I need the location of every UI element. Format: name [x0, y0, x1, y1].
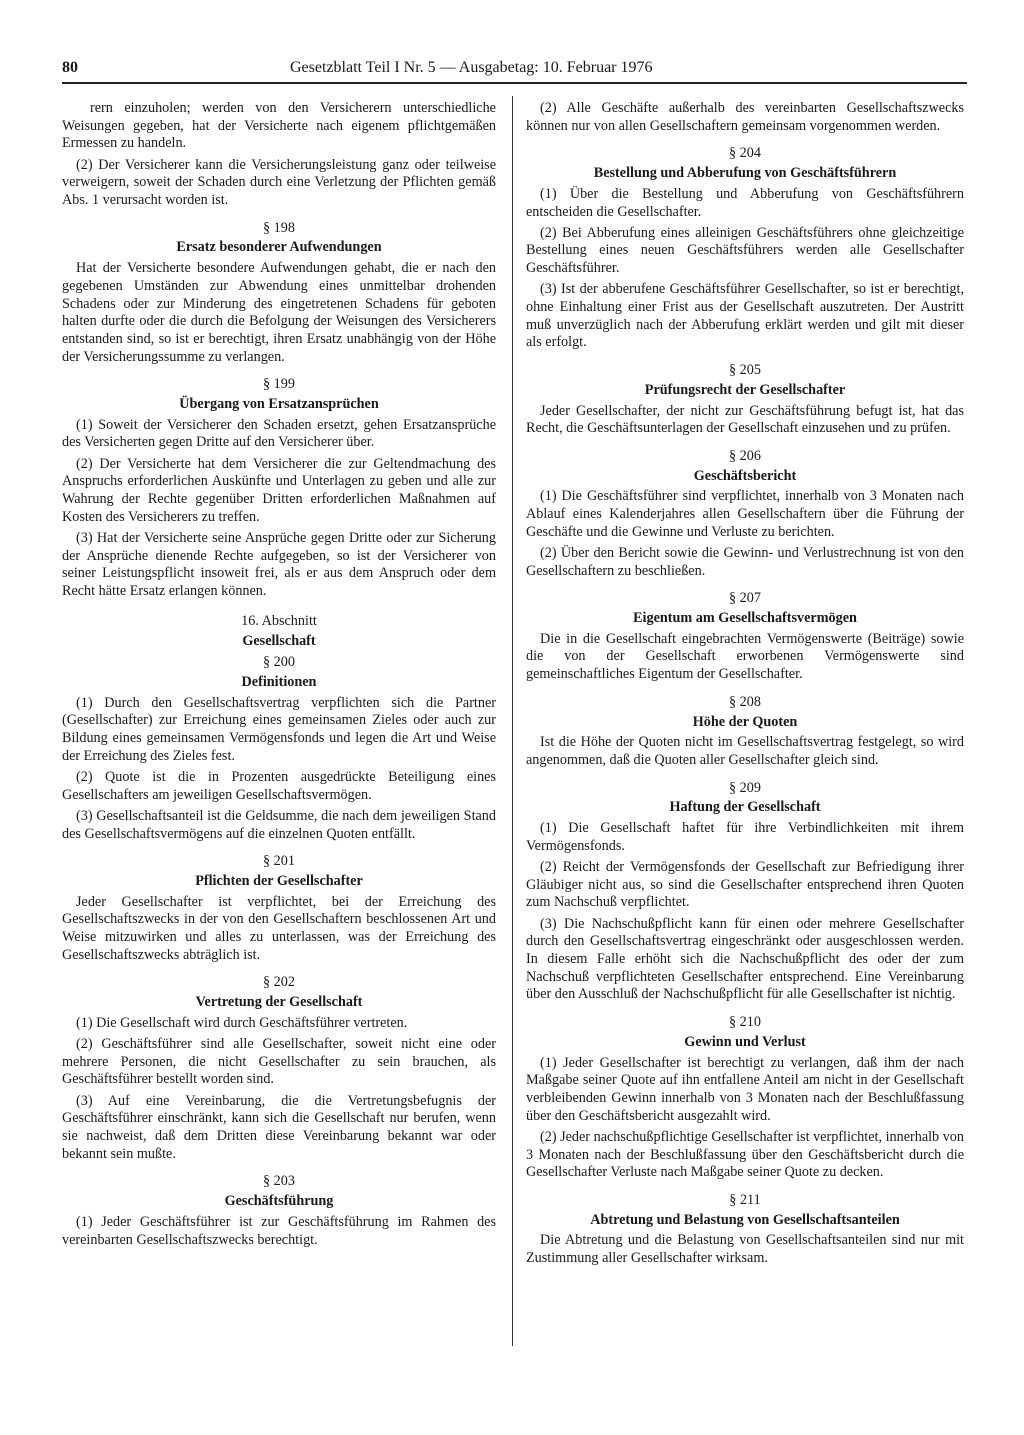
left-column	[62, 100, 496, 1253]
paragraph: (3) Ist der abberufene Geschäftsführer Gesellschafter, so ist er berechtigt, ohne Einhaltung einer Frist aus der Gesellschaft auszutreten. Der Austritt muß unverzüglich nach der Abberufung erklärt werden und gilt mit dieser als erfolgt.	[526, 281, 964, 351]
paragraph: Jeder Gesellschafter, der nicht zur Geschäftsführung befugt ist, hat das Recht, die Geschäftsunterlagen der Gesellschaft einzusehen und zu prüfen.	[526, 402, 964, 437]
section-number: § 210	[729, 1014, 761, 1031]
section-title: Abtretung und Belastung von Gesellschaftsanteilen	[590, 1211, 900, 1228]
paragraph: Die Abtretung und die Belastung von Gesellschaftsanteilen sind nur mit Zustimmung aller Gesellschafter wirksam.	[526, 1232, 964, 1267]
chapter-label: 16. Abschnitt	[241, 612, 317, 629]
section-number: § 203	[263, 1173, 295, 1190]
section-title: Vertretung der Gesellschaft	[195, 994, 363, 1011]
section-title: Prüfungsrecht der Gesellschafter	[644, 381, 846, 398]
paragraph: (2) Quote ist die in Prozenten ausgedrückte Beteiligung eines Gesellschafters am jeweiligen Gesellschaftsvermögen.	[62, 768, 496, 803]
section-number: § 204	[729, 145, 761, 162]
paragraph: (1) Die Gesellschaft wird durch Geschäftsführer vertreten.	[76, 1014, 408, 1031]
column-divider	[512, 96, 513, 1346]
paragraph: (2) Der Versicherer kann die Versicherungsleistung ganz oder teilweise verweigern, soweit der Schaden durch eine Verletzung der Pflichten gemäß Abs. 1 verursacht worden ist.	[62, 156, 496, 209]
section-number: § 205	[729, 362, 761, 379]
section-title: Gewinn und Verlust	[684, 1033, 806, 1050]
paragraph: Jeder Gesellschafter ist verpflichtet, bei der Erreichung des Gesellschaftszwecks in der von den Gesellschaftern beschlossenen Art und Weise mitzuwirken und alles zu unterlassen, was der Erreichung des Gesellschaftszwecks abträglich ist.	[62, 893, 496, 963]
section-number: § 208	[729, 693, 761, 710]
section-number: § 211	[729, 1191, 761, 1208]
section-number: § 198	[263, 219, 295, 236]
paragraph: (2) Über den Bericht sowie die Gewinn- und Verlustrechnung ist von den Gesellschaftern zu beschließen.	[526, 544, 964, 579]
right-column	[526, 100, 964, 1271]
section-title: Eigentum am Gesellschaftsvermögen	[633, 610, 857, 627]
paragraph: (1) Über die Bestellung und Abberufung von Geschäftsführern entscheiden die Gesellschafter.	[526, 185, 964, 220]
section-number: § 200	[263, 654, 295, 671]
paragraph: (3) Die Nachschußpflicht kann für einen oder mehrere Gesellschafter durch den Gesellschaftsvertrag eingeschränkt oder ausgeschlossen werden. In diesem Falle erhöht sich die Nachschußpflicht des oder der zum Nachschuß verpflichteten Gesellschafter entsprechend. Eine Vereinbarung über den Ausschluß der Nachschußpflicht für alle Gesellschafter ist nichtig.	[526, 915, 964, 1003]
section-title: Höhe der Quoten	[692, 713, 798, 730]
section-title: Übergang von Ersatzansprüchen	[179, 396, 379, 413]
paragraph: (3) Hat der Versicherte seine Ansprüche gegen Dritte oder zur Sicherung der Ansprüche dienende Rechte aufgegeben, so ist der Versicherer von seiner Leistungspflicht insoweit frei, als er aus dem Anspruch oder dem Recht hätte Ersatz erlangen können.	[62, 529, 496, 600]
paragraph: (2) Alle Geschäfte außerhalb des vereinbarten Gesellschaftszwecks können nur von allen Gesellschaftern gemeinsam vorgenommen werden.	[526, 100, 964, 134]
paragraph: (2) Der Versicherte hat dem Versicherer die zur Geltendmachung des Anspruchs erforderlichen Auskünfte und Unterlagen zu geben und alle zur Wahrung der Rechte gegenüber Dritten erforderlichen Maßnahmen auf Kosten des Versicherers zu treffen.	[62, 455, 496, 525]
section-title: Definitionen	[241, 673, 317, 690]
paragraph: Hat der Versicherte besondere Aufwendungen gehabt, die er nach den gegebenen Umständen zur Abwendung eines unmittelbar drohenden Schadens oder zur Minderung des eingetretenen Schadens für geboten halten durfte oder die durch die Befolgung der Weisungen des Versicherers entstanden sind, so ist er berechtigt, ihren Ersatz unabhängig von der Höhe der Versicherungssumme zu verlangen.	[62, 260, 496, 365]
paragraph: (2) Reicht der Vermögensfonds der Gesellschaft zur Befriedigung ihrer Gläubiger nicht aus, so sind die Gesellschafter entsprechend ihren Quoten zum Nachschuß verpflichtet.	[526, 859, 964, 911]
section-number: § 206	[729, 447, 761, 464]
paragraph: Ist die Höhe der Quoten nicht im Gesellschaftsvertrag festgelegt, so wird angenommen, daß die Quoten aller Gesellschafter gleich sind.	[526, 734, 964, 768]
paragraph: (3) Auf eine Vereinbarung, die die Vertretungsbefugnis der Geschäftsführer einschränkt, kann sich die Gesellschaft nur berufen, wenn sie nachweist, daß dem Dritten diese Vereinbarung bekannt war oder bekannt sein mußte.	[62, 1092, 496, 1162]
paragraph: Die in die Gesellschaft eingebrachten Vermögenswerte (Beiträge) sowie die von der Gesellschaft erworbenen Vermögenswerte sind gemeinschaftliches Eigentum der Gesellschafter.	[526, 630, 964, 683]
section-number: § 201	[263, 853, 295, 870]
paragraph: (1) Jeder Gesellschafter ist berechtigt zu verlangen, daß ihm der nach Maßgabe seiner Quote auf ihn entfallene Anteil am nicht in der Gesellschaft verbleibenden Gewinn innerhalb von 3 Monaten nach der Beschlußfassung über den Geschäftsbericht ausgezahlt wird.	[526, 1054, 964, 1124]
section-number: § 209	[729, 779, 761, 796]
section-title: Pflichten der Gesellschafter	[195, 872, 363, 889]
paragraph: (2) Geschäftsführer sind alle Gesellschafter, soweit nicht eine oder mehrere Personen, die nicht Gesellschafter zu sein brauchen, als Geschäftsführer bestellt worden sind.	[62, 1036, 496, 1088]
section-title: Ersatz besonderer Aufwendungen	[176, 239, 382, 256]
section-title: Haftung der Gesellschaft	[669, 799, 821, 816]
section-number: § 207	[729, 590, 761, 607]
paragraph: (1) Durch den Gesellschaftsvertrag verpflichten sich die Partner (Gesellschafter) zur Erreichung eines gemeinsamen Zieles oder auch zur Bildung eines gemeinsamen Vermögensfonds und legen die Art und Weise der Erreichung des Zieles fest.	[62, 694, 496, 764]
header-rule	[62, 82, 967, 84]
paragraph: (2) Bei Abberufung eines alleinigen Geschäftsführers ohne gleichzeitige Bestellung eines neuen Geschäftsführers werden alle Gesellschafter Geschäftsführer.	[526, 224, 964, 277]
paragraph: rern einzuholen; werden von den Versicherern unterschiedliche Weisungen gegeben, hat der Versicherte nach eigenem pflichtgemäßen Ermessen zu handeln.	[62, 100, 496, 152]
paragraph: (1) Die Geschäftsführer sind verpflichtet, innerhalb von 3 Monaten nach Ablauf eines Kalenderjahres allen Gesellschaftern über die Führung der Geschäfte und die Gewinne und Verluste zu berichten.	[526, 488, 964, 540]
paragraph: (2) Jeder nachschußpflichtige Gesellschafter ist verpflichtet, innerhalb von 3 Monaten nach der Beschlußfassung über den Geschäftsbericht durch die Gesellschafter Verluste nach Maßgabe seiner Quote zu decken.	[526, 1128, 964, 1181]
paragraph: (3) Gesellschaftsanteil ist die Geldsumme, die nach dem jeweiligen Stand des Gesellschaftsvermögens auf die einzelnen Quoten entfällt.	[62, 807, 496, 842]
section-number: § 202	[263, 974, 295, 991]
paragraph: (1) Soweit der Versicherer den Schaden ersetzt, gehen Ersatzansprüche des Versicherten gegen Dritte auf den Versicherer über.	[62, 416, 496, 451]
paragraph: (1) Jeder Geschäftsführer ist zur Geschäftsführung im Rahmen des vereinbarten Gesellschaftszwecks berechtigt.	[62, 1213, 496, 1248]
paragraph: (1) Die Gesellschaft haftet für ihre Verbindlichkeiten mit ihrem Vermögensfonds.	[526, 820, 964, 854]
section-title: Bestellung und Abberufung von Geschäftsführern	[593, 165, 897, 182]
page-number: 80	[62, 59, 78, 76]
running-title: Gesetzblatt Teil I Nr. 5 — Ausgabetag: 10. Februar 1976	[290, 59, 653, 76]
section-title: Geschäftsbericht	[693, 467, 797, 484]
section-number: § 199	[263, 376, 295, 393]
section-title: Geschäftsführung	[224, 1193, 334, 1210]
chapter-title: Gesellschaft	[242, 633, 316, 650]
